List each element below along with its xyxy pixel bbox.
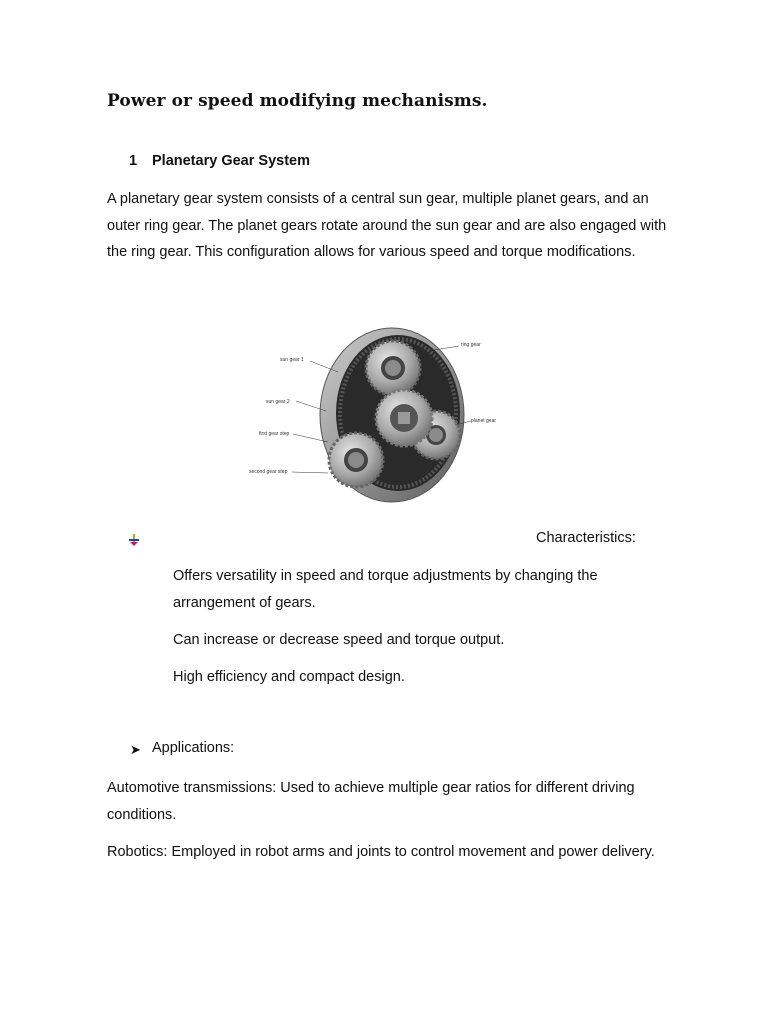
characteristic-item: Can increase or decrease speed and torque output. [173,632,505,648]
sun-gear-shape [376,390,432,446]
characteristic-item: Offers versatility in speed and torque adjustments by changing the arrangement of gears. [173,568,598,611]
planet-gear-bottom-shape [329,433,383,487]
section-number: 1 [129,153,138,169]
section-title: Planetary Gear System [152,153,310,169]
sun-gear-2-label: sun gear 2 [266,399,290,405]
applications-label: Applications: [152,740,235,756]
planet-gear-label: planet gear [471,418,497,424]
page-title: Power or speed modifying mechanisms. [107,91,488,111]
sun-gear-1-label: sun gear 1 [280,357,304,363]
intro-paragraph: A planetary gear system consists of a central sun gear, multiple planet gears, and an outer ring gear. The planet gears rotate around the sun gear and are also engaged with the ring gear. This configuration allows for various speed and torque modifications. [107,191,667,261]
planetary-gear-illustration [246,310,522,524]
planet-gear-top-shape [366,341,420,395]
planetary-gear-figure [246,310,522,524]
second-gear-step-label: second gear step [249,469,288,475]
arrowhead-bullet-icon: ➤ [130,742,141,757]
section-heading [129,153,310,169]
characteristic-item: High efficiency and compact design. [173,669,405,685]
ring-gear-label: ring gear [461,342,481,348]
arrow-down-bullet-icon [128,533,140,547]
application-item: Automotive transmissions: Used to achieve multiple gear ratios for different driving conditions. [107,780,635,823]
application-item: Robotics: Employed in robot arms and joints to control movement and power delivery. [107,844,655,860]
characteristics-label: Characteristics: [536,530,636,546]
first-gear-step-label: first gear step [259,431,290,437]
